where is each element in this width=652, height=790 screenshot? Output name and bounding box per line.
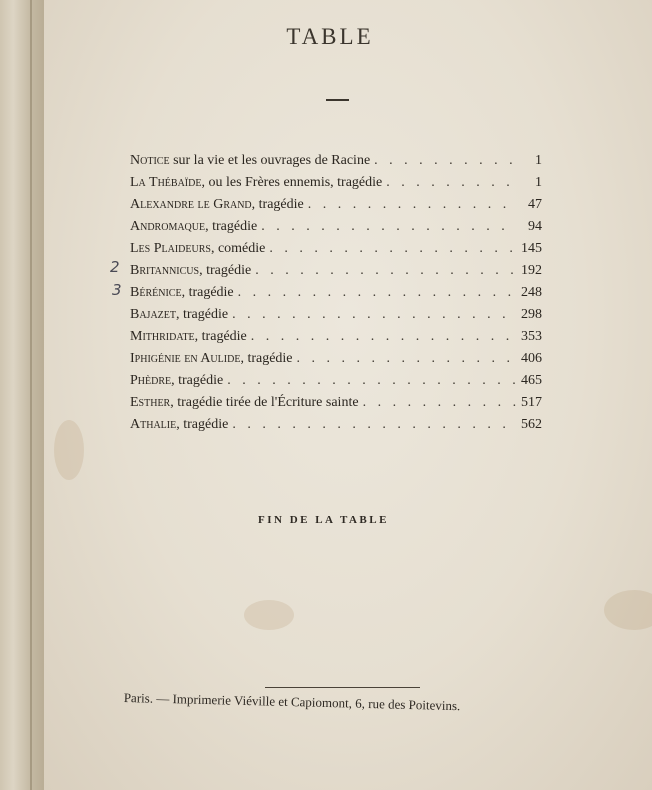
page-number: 47 xyxy=(528,197,542,212)
dot-leader xyxy=(386,172,516,194)
page-number: 192 xyxy=(521,263,542,278)
dot-leader xyxy=(363,392,516,414)
page-number: 94 xyxy=(528,219,542,234)
work-title: Phèdre xyxy=(130,373,172,388)
work-description: , tragédie xyxy=(251,197,304,212)
work-description: , tragédie tirée de l'Écriture sainte xyxy=(170,395,359,410)
work-description: , tragédie xyxy=(240,351,293,366)
dot-leader xyxy=(297,348,516,370)
work-description: , ou les Frères ennemis, tragédie xyxy=(201,175,383,190)
toc-entry-title xyxy=(130,194,304,216)
toc-entry-title xyxy=(130,392,359,414)
page-number: 145 xyxy=(521,241,542,256)
page-number: 465 xyxy=(521,373,542,388)
toc-entry xyxy=(130,370,542,392)
toc-entry-title xyxy=(130,216,257,238)
work-description: , tragédie xyxy=(194,329,247,344)
dot-leader xyxy=(232,304,516,326)
dot-leader xyxy=(261,216,516,238)
work-description: , tragédie xyxy=(171,373,224,388)
work-title: Alexandre le Grand xyxy=(130,197,252,212)
printer-imprint: Paris. — Imprimerie Viéville et Capiomont, 6, rue des Poitevins. xyxy=(123,690,461,714)
toc-entry-title xyxy=(130,238,265,260)
toc-entry xyxy=(130,194,542,216)
page-number: 1 xyxy=(535,153,542,168)
toc-entry xyxy=(130,392,542,414)
paper-stain xyxy=(604,590,652,630)
page-number: 248 xyxy=(521,285,542,300)
toc-entry xyxy=(130,238,542,260)
work-description: , comédie xyxy=(210,241,266,256)
work-title: Esther xyxy=(130,395,171,410)
title-rule xyxy=(326,99,349,101)
work-description: , tragédie xyxy=(205,219,258,234)
page-number: 562 xyxy=(521,417,542,432)
toc-entry xyxy=(130,172,542,194)
page-number: 1 xyxy=(535,175,542,190)
end-of-table-label: FIN DE LA TABLE xyxy=(258,514,389,526)
work-description: , tragédie xyxy=(176,307,229,322)
toc-entry xyxy=(130,348,542,370)
spine-fold xyxy=(30,0,32,790)
toc-entry-title xyxy=(130,370,223,392)
page-number: 517 xyxy=(521,395,542,410)
toc-entry-title xyxy=(130,282,234,304)
toc-entry-title xyxy=(130,260,251,282)
dot-leader xyxy=(232,414,516,436)
toc-entry xyxy=(130,282,542,304)
page-number: 298 xyxy=(521,307,542,322)
paper-stain xyxy=(244,600,294,630)
work-title: La Thébaïde xyxy=(130,175,202,190)
toc-entry-title xyxy=(130,304,228,326)
toc-entry-title xyxy=(130,150,370,172)
work-description: , tragédie xyxy=(176,417,229,432)
dot-leader xyxy=(255,260,516,282)
dot-leader xyxy=(238,282,516,304)
toc-entry-title xyxy=(130,326,247,348)
toc-entry-title xyxy=(130,414,228,436)
work-title: Bérénice xyxy=(130,285,182,300)
book-spine xyxy=(0,0,44,790)
toc-entry-title xyxy=(130,348,293,370)
dot-leader xyxy=(227,370,516,392)
dot-leader xyxy=(251,326,516,348)
toc-entry-title xyxy=(130,172,382,194)
work-title: Andromaque xyxy=(130,219,206,234)
work-title: Bajazet xyxy=(130,307,176,322)
toc-entry xyxy=(130,304,542,326)
work-description: , tragédie xyxy=(199,263,252,278)
work-title: Iphigénie en Aulide xyxy=(130,351,241,366)
page-number: 353 xyxy=(521,329,542,344)
work-title: Mithridate xyxy=(130,329,195,344)
work-title: Les Plaideurs xyxy=(130,241,211,256)
dot-leader xyxy=(269,238,516,260)
handwritten-mark: 2 xyxy=(110,258,120,276)
toc-entry xyxy=(130,150,542,172)
toc-entry xyxy=(130,414,542,436)
work-title: Britannicus xyxy=(130,263,200,278)
toc-entry xyxy=(130,326,542,348)
page-number: 406 xyxy=(521,351,542,366)
imprint-rule xyxy=(265,687,420,688)
dot-leader xyxy=(374,150,516,172)
dot-leader xyxy=(308,194,516,216)
toc-entry xyxy=(130,260,542,282)
handwritten-mark: 3 xyxy=(112,281,122,299)
work-description: , tragédie xyxy=(181,285,234,300)
paper-stain xyxy=(54,420,84,480)
work-title: Notice xyxy=(130,153,170,168)
page-title: TABLE xyxy=(286,24,374,49)
work-description: sur la vie et les ouvrages de Racine xyxy=(169,153,371,168)
toc-entry xyxy=(130,216,542,238)
work-title: Athalie xyxy=(130,417,177,432)
